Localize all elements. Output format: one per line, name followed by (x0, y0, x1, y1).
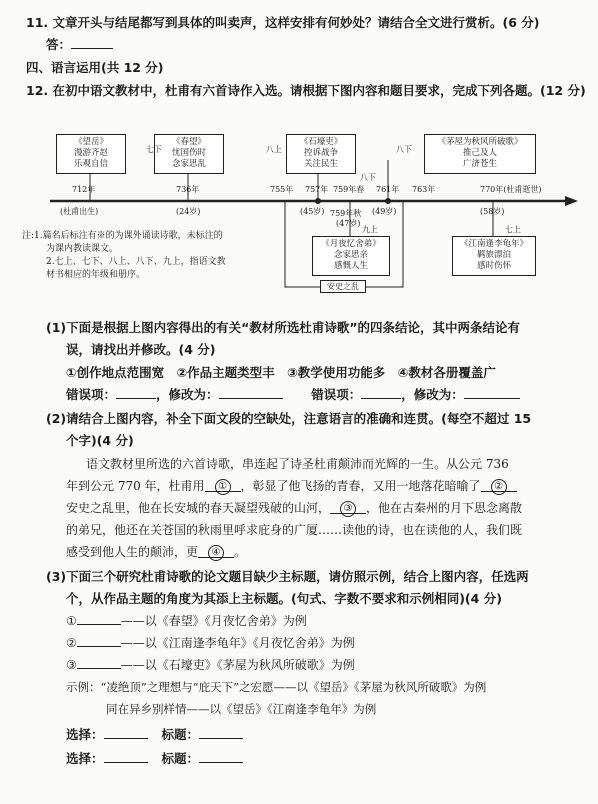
poem-box-maowu: 《茅屋为秋风所破歌》 推己及人 广济苍生 (424, 134, 536, 174)
age-label: (24岁) (176, 207, 201, 216)
poem-box-chunwang: 《春望》 忧国伤时 念家思乱 (154, 134, 224, 174)
part2-stem-2: 个字)(4 分) (66, 433, 134, 448)
passage-line: 语文教材里所选的六首诗歌，串连起了诗圣杜甫颠沛而光辉的一生。从公元 736 (86, 457, 509, 471)
year-label: 755年 (270, 185, 294, 194)
part1-options: ①创作地点范围宽 ②作品主题类型丰 ③教学使用功能多 ④教材各册覆盖广 (66, 365, 496, 380)
part3-stem-2: 个，从作品主题的角度为其添上主标题。(句式、字数不要求和示例相同)(4 分) (66, 591, 502, 606)
title-row: ② ——以《江南逢李龟年》《月夜忆舍弟》为例 (66, 636, 355, 650)
title-row: ③ ——以《石壕吏》《茅屋为秋风所破歌》为例 (66, 658, 355, 672)
diagram-notes: 注:1.篇名后标注有※的为课外诵读诗歌，未标注的 为课内教读课文。 2.七上、七下、八上、八下、九上，指语文教 材书相应的年级和册序。 (22, 231, 226, 280)
age-label: (杜甫出生) (60, 207, 99, 216)
year-label: 770年(杜甫逝世) (480, 185, 542, 194)
year-label: 759年春 (333, 185, 365, 194)
year-label: 712年 (72, 185, 96, 194)
fix-blank[interactable] (219, 386, 283, 399)
poem-box-shihaoli: 《石壕吏》 控诉战争 关注民生 (286, 134, 356, 174)
poem-box-yueye: 《月夜忆舍弟》 念家思亲 感慨人生 (312, 236, 390, 276)
passage-line: 安史之乱里，他在长安城的春天凝望残破的山河， ③ ，他在古秦州的月下思念离散 (66, 501, 523, 515)
year-label: 736年 (176, 185, 200, 194)
answer-blank[interactable] (71, 36, 113, 49)
age-label: (49岁) (372, 207, 397, 216)
error-blank-2[interactable] (361, 386, 401, 399)
poem-box-wangyue: 《望岳》 漫游齐赵 乐观自信 (56, 134, 126, 174)
fix-blank-2[interactable] (464, 386, 520, 399)
war-label: 安史之乱 (320, 280, 366, 293)
part3-stem: (3)下面三个研究杜甫诗歌的论文题目缺少主标题，请仿照示例，结合上图内容，任选两 (46, 569, 529, 584)
age-label: (47岁) (336, 219, 361, 228)
passage-line: 的弟兄，他还在关苍国的秋雨里呼求庇身的广厦……读他的诗，也在读他的人，我们既 (66, 523, 523, 537)
age-label: (58岁) (480, 207, 505, 216)
year-label: 757年 (305, 185, 329, 194)
example-line-2: 同在异乡别样情——以《望岳》《江南逢李龟年》为例 (106, 702, 377, 716)
grade-label: 九上 (362, 225, 378, 234)
example-line: 示例：“凌绝顶”之理想与“庇天下”之宏愿——以《望岳》《茅屋为秋风所破歌》为例 (66, 680, 487, 694)
grade-label: 七下 (146, 145, 162, 154)
poem-box-jiangnan: 《江南逢李龟年》 羁旅漂泊 感时伤怀 (452, 236, 536, 276)
timeline-diagram (0, 100, 598, 310)
select-row: 选择： 标题： (66, 749, 243, 767)
year-label: 763年 (412, 185, 436, 194)
year-label: 761年 (376, 185, 400, 194)
part1-stem: (1)下面是根据上图内容得出的有关“教材所选杜甫诗歌”的四条结论，其中两条结论有 (46, 320, 521, 335)
passage-line: 感受到他人生的颠沛，更 ④ 。 (66, 545, 247, 559)
question-12-stem: 12. 在初中语文教材中，杜甫有六首诗作入选。请根据下图内容和题目要求，完成下列各题。(12 分) (26, 83, 586, 98)
part1-stem-2: 误，请找出并修改。(4 分) (66, 342, 216, 357)
part2-stem: (2)请结合上图内容，补全下面文段的空缺处，注意语言的准确和连贯。(每空不超过 15 (46, 411, 532, 426)
grade-label: 八下 (360, 173, 376, 182)
passage-line: 年到公元 770 年，杜甫用 ① ，彰显了他飞扬的青春，又用一地落花暗喻了 ② (66, 477, 517, 494)
select-row: 选择： 标题： (66, 725, 243, 743)
answer-label: 答： (46, 35, 113, 53)
grade-label: 八下 (396, 145, 412, 154)
question-11: 11. 文章开头与结尾都写到具体的叫卖声，这样安排有何妙处？请结合全文进行赏析。(6 分) (26, 15, 540, 30)
title-row: ① ——以《春望》《月夜忆舍弟》为例 (66, 614, 307, 628)
part1-answer-row: 错误项： ，修改为： 错误项： ，修改为： (66, 385, 520, 403)
error-blank[interactable] (116, 386, 156, 399)
year-label: 759年秋 (330, 209, 362, 218)
grade-label: 八上 (266, 145, 282, 154)
age-label: (45岁) (300, 207, 325, 216)
section-title: 四、语言运用(共 12 分) (26, 60, 164, 75)
grade-label: 七上 (505, 225, 521, 234)
